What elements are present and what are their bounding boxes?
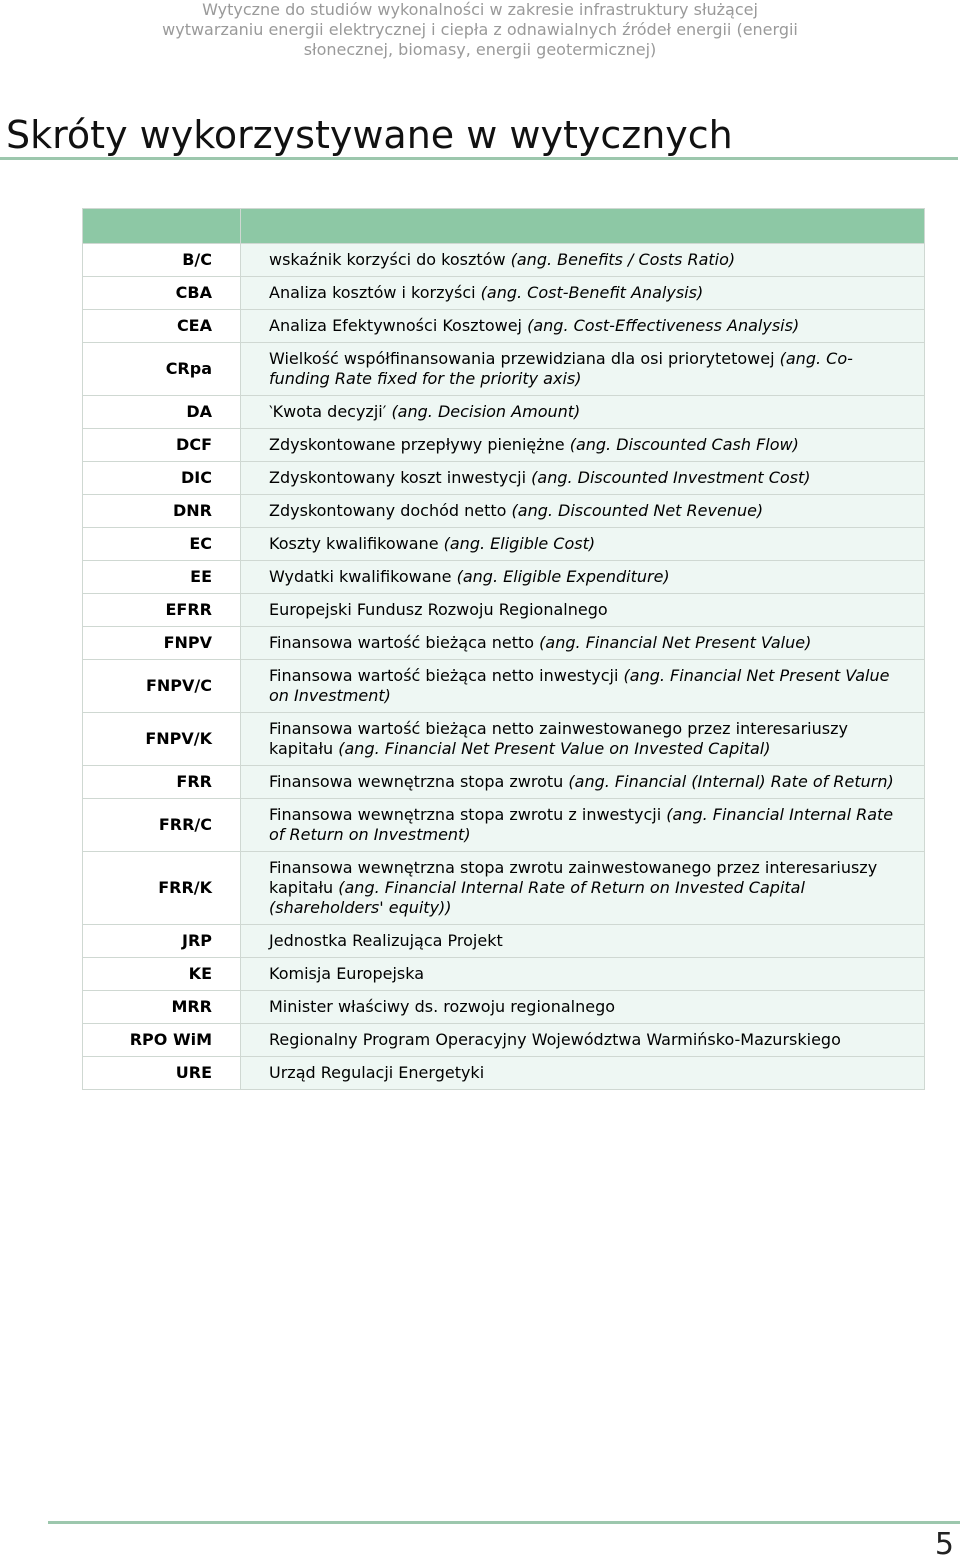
table-row	[83, 244, 925, 277]
table-header-cell	[83, 209, 241, 244]
description-polish: Zdyskontowany dochód netto	[269, 501, 512, 520]
table-row	[83, 429, 925, 462]
table-row	[83, 852, 925, 925]
table-header-row	[83, 209, 925, 244]
running-header-line: Wytyczne do studiów wykonalności w zakresie infrastruktury służącej	[202, 0, 758, 19]
description-cell	[241, 396, 925, 429]
description-cell	[241, 1024, 925, 1057]
running-header-line: słonecznej, biomasy, energii geotermicznej)	[303, 40, 657, 59]
description-english: (ang. Eligible Cost)	[443, 534, 596, 553]
abbreviation-cell: JRP	[83, 925, 241, 958]
abbreviation-cell: MRR	[83, 991, 241, 1024]
abbreviation-cell: B/C	[83, 244, 241, 277]
description-english: (ang. Discounted Investment Cost)	[531, 468, 811, 487]
abbreviation-cell: DIC	[83, 462, 241, 495]
description-polish: ‵Kwota decyzji′	[269, 402, 392, 421]
description-english: (ang. Eligible Expenditure)	[456, 567, 670, 586]
description-polish: Analiza Efektywności Kosztowej	[269, 316, 528, 335]
description-english: (ang. Financial Net Present Value on Invested Capital)	[338, 739, 771, 758]
description-polish: Urząd Regulacji Energetyki	[269, 1063, 485, 1082]
abbreviation-cell: CRpa	[83, 343, 241, 396]
running-header	[0, 0, 960, 60]
abbreviation-cell: FNPV	[83, 627, 241, 660]
abbreviation-cell: CEA	[83, 310, 241, 343]
description-polish: Jednostka Realizująca Projekt	[269, 931, 503, 950]
table-row	[83, 1024, 925, 1057]
description-cell	[241, 799, 925, 852]
table-row	[83, 528, 925, 561]
description-polish: Regionalny Program Operacyjny Województwa Warmińsko-Mazurskiego	[269, 1030, 841, 1049]
description-cell	[241, 925, 925, 958]
description-cell	[241, 1057, 925, 1090]
description-polish: Europejski Fundusz Rozwoju Regionalnego	[269, 600, 608, 619]
abbreviation-cell: CBA	[83, 277, 241, 310]
description-english: (ang. Financial (Internal) Rate of Return)	[568, 772, 894, 791]
description-polish: wskaźnik korzyści do kosztów	[269, 250, 511, 269]
table-row	[83, 495, 925, 528]
abbreviation-cell: FNPV/C	[83, 660, 241, 713]
description-polish: Komisja Europejska	[269, 964, 425, 983]
description-polish: Zdyskontowany koszt inwestycji	[269, 468, 532, 487]
description-cell	[241, 991, 925, 1024]
abbreviations-table	[82, 208, 925, 1090]
description-polish: Finansowa wewnętrzna stopa zwrotu z inwestycji	[269, 805, 667, 824]
description-english: (ang. Cost-Effectiveness Analysis)	[527, 316, 800, 335]
running-header-line: wytwarzaniu energii elektrycznej i ciepła z odnawialnych źródeł energii (energii	[162, 20, 798, 39]
table-row	[83, 627, 925, 660]
table-row	[83, 1057, 925, 1090]
abbreviation-cell: URE	[83, 1057, 241, 1090]
description-cell	[241, 958, 925, 991]
description-cell	[241, 852, 925, 925]
footer-divider	[48, 1521, 960, 1524]
description-cell	[241, 713, 925, 766]
description-english: (ang. Benefits / Costs Ratio)	[510, 250, 736, 269]
description-english: (ang. Discounted Cash Flow)	[569, 435, 799, 454]
description-cell	[241, 561, 925, 594]
description-english: (ang. Decision Amount)	[391, 402, 581, 421]
abbreviation-cell: RPO WiM	[83, 1024, 241, 1057]
table-row	[83, 958, 925, 991]
page-title: Skróty wykorzystywane w wytycznych	[6, 113, 733, 157]
description-english: (ang. Financial Net Present Value)	[539, 633, 812, 652]
table-row	[83, 462, 925, 495]
description-polish: Finansowa wartość bieżąca netto zainwestowanego przez interesariuszy kapitału	[269, 719, 848, 758]
description-cell	[241, 277, 925, 310]
description-english: (ang. Financial Internal Rate of Return on Investment)	[269, 805, 894, 844]
table-row	[83, 799, 925, 852]
abbreviation-cell: DA	[83, 396, 241, 429]
description-cell	[241, 528, 925, 561]
table-row	[83, 277, 925, 310]
table-header-cell	[241, 209, 925, 244]
description-cell	[241, 594, 925, 627]
table-row	[83, 561, 925, 594]
abbreviation-cell: FRR/K	[83, 852, 241, 925]
abbreviation-cell: DCF	[83, 429, 241, 462]
description-cell	[241, 343, 925, 396]
abbreviation-cell: FRR/C	[83, 799, 241, 852]
table-row	[83, 925, 925, 958]
table-row	[83, 766, 925, 799]
title-divider	[0, 157, 958, 160]
page-number: 5	[934, 1527, 954, 1562]
description-cell	[241, 660, 925, 713]
description-polish: Finansowa wartość bieżąca netto inwestycji	[269, 666, 624, 685]
description-polish: Analiza kosztów i korzyści	[269, 283, 481, 302]
description-polish: Finansowa wartość bieżąca netto	[269, 633, 540, 652]
description-cell	[241, 627, 925, 660]
table-row	[83, 343, 925, 396]
table-row	[83, 396, 925, 429]
abbreviation-cell: DNR	[83, 495, 241, 528]
abbreviation-cell: KE	[83, 958, 241, 991]
description-english: (ang. Cost-Benefit Analysis)	[480, 283, 704, 302]
table-row	[83, 310, 925, 343]
table-row	[83, 713, 925, 766]
table-row	[83, 594, 925, 627]
table-body	[83, 244, 925, 1090]
table-row	[83, 660, 925, 713]
abbreviation-cell: FRR	[83, 766, 241, 799]
abbreviation-cell: EFRR	[83, 594, 241, 627]
description-english: (ang. Financial Net Present Value on Investment)	[269, 666, 890, 705]
description-polish: Wielkość współfinansowania przewidziana dla osi priorytetowej	[269, 349, 780, 368]
description-polish: Finansowa wewnętrzna stopa zwrotu	[269, 772, 569, 791]
description-cell	[241, 310, 925, 343]
description-cell	[241, 429, 925, 462]
description-english: (ang. Discounted Net Revenue)	[511, 501, 764, 520]
abbreviation-cell: FNPV/K	[83, 713, 241, 766]
description-english: (ang. Financial Internal Rate of Return on Invested Capital (shareholders' equity))	[269, 878, 805, 917]
table-row	[83, 991, 925, 1024]
description-english: (ang. Co-funding Rate fixed for the priority axis)	[269, 349, 853, 388]
abbreviation-cell: EE	[83, 561, 241, 594]
description-polish: Minister właściwy ds. rozwoju regionalnego	[269, 997, 616, 1016]
description-cell	[241, 244, 925, 277]
description-cell	[241, 462, 925, 495]
description-cell	[241, 766, 925, 799]
description-cell	[241, 495, 925, 528]
description-polish: Zdyskontowane przepływy pieniężne	[269, 435, 570, 454]
description-polish: Wydatki kwalifikowane	[269, 567, 457, 586]
description-polish: Finansowa wewnętrzna stopa zwrotu zainwestowanego przez interesariuszy kapitału	[269, 858, 878, 897]
abbreviation-cell: EC	[83, 528, 241, 561]
description-polish: Koszty kwalifikowane	[269, 534, 444, 553]
